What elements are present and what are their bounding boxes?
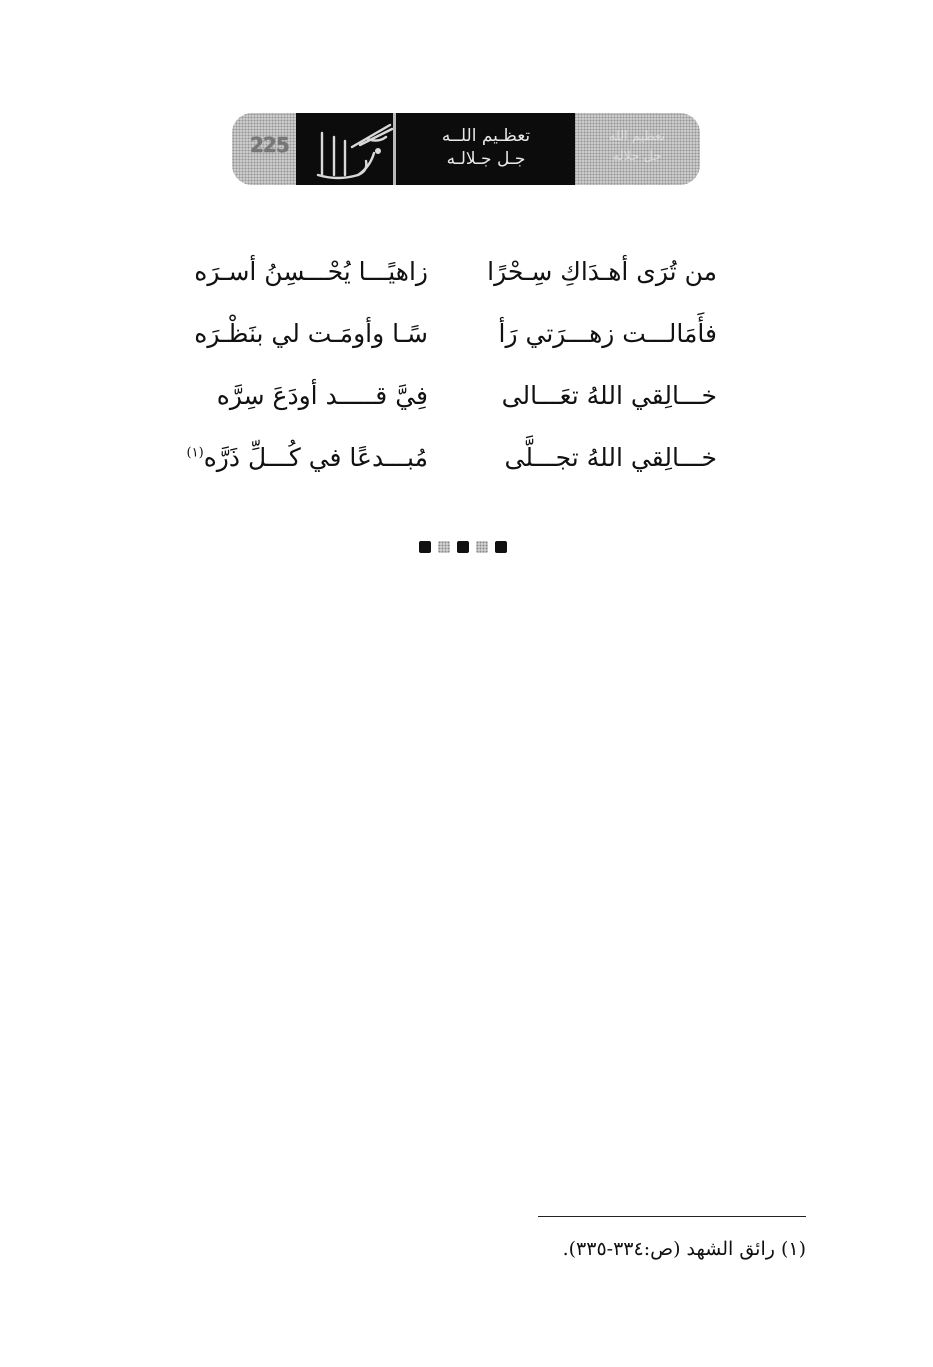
chapter-title-line1: تعظـيم اللــه [441,126,531,146]
separator-square-light [476,541,488,553]
verse-first-hemistich: خـــالِقي اللهُ تعَـــالى [501,381,717,410]
footnote-rule [538,1216,806,1217]
chapter-title [402,125,570,171]
verse-second-hemistich [187,436,428,480]
faded-text-line2: جل جلاله [612,149,662,164]
header-divider [393,113,396,185]
footnote: (١) رائق الشهد (ص:٣٣٤-٣٣٥). [562,1238,806,1260]
poem [186,250,725,498]
faded-chapter-text [582,127,692,167]
verse-second-hemistich: فِيَّ قـــــد أودَعَ سِرَّه [216,381,428,410]
poem-verse [200,374,725,436]
verse-first-hemistich: خـــالِقي اللهُ تجـــلَّى [504,443,717,472]
verse-first-hemistich: من تُرَى أهـدَاكِ سِـحْرًا [487,257,717,286]
poem-verse [194,250,725,312]
allah-calligraphy-logo [308,117,396,181]
chapter-title-line2: جـل جـلالـه [446,149,526,169]
page-number: 225 [250,133,289,157]
verse-second-hemistich: سًـا وأومَـت لي بنَظْـرَه [194,319,428,348]
verse-first-hemistich: فأَمَالـــت زهـــرَتي رَأ [498,319,717,348]
verse-second-hemistich-text: مُبـــدعًا في كُـــلِّ ذَرَّه [203,443,428,472]
section-separator [417,541,517,555]
separator-square-dark [419,541,431,553]
separator-square-light [438,541,450,553]
footnote-reference[interactable]: (١) [186,445,204,461]
poem-verse [186,436,725,498]
separator-square-dark [495,541,507,553]
poem-verse [194,312,725,374]
verse-second-hemistich: زاهيًـــا يُحْـــسِنُ أسـرَه [194,257,428,286]
faded-text-line1: تعظيم الله [608,129,666,144]
header-banner [232,113,700,185]
separator-square-dark [457,541,469,553]
